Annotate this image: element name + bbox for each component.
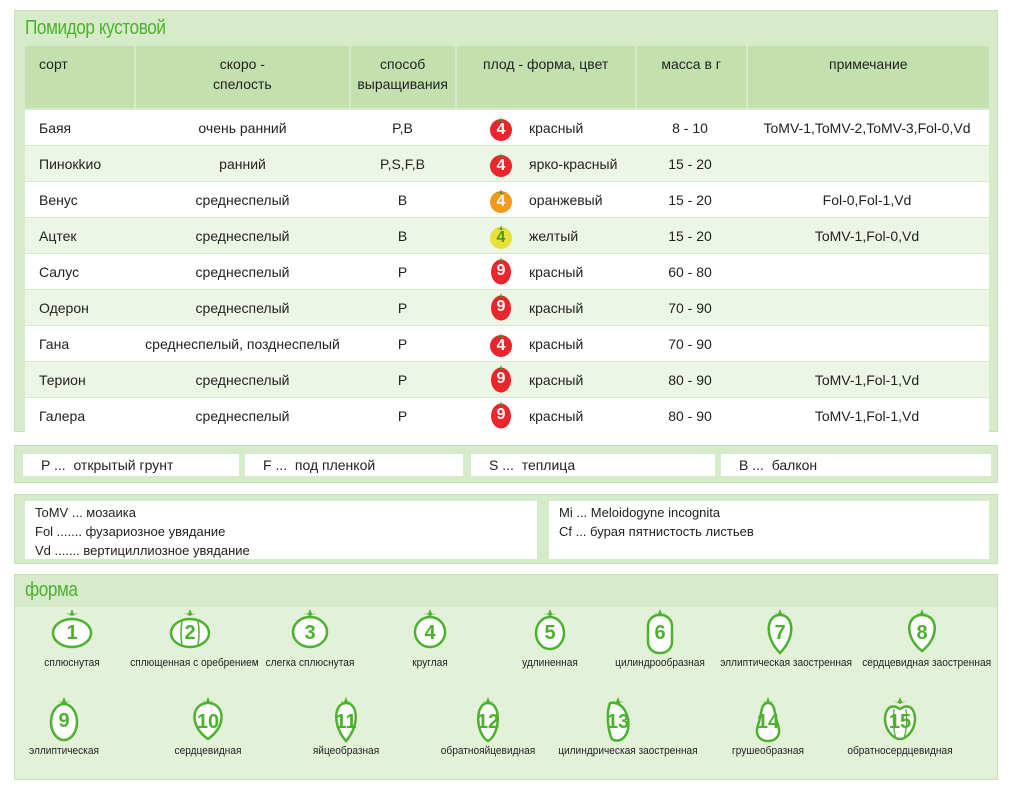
fruit-color: оранжевый: [529, 191, 603, 208]
table-row: [25, 326, 989, 361]
header-speed: скоро - спелость: [136, 46, 349, 108]
shape-item-8: [857, 607, 992, 669]
cell-note: ToMV-1,ToMV-2,ToMV-3,Fol-0,Vd: [763, 119, 971, 136]
cell-speed: среднеспелый: [195, 263, 290, 280]
disease-vd: Vd ....... вертициллиозное увядание: [35, 543, 250, 558]
shape-label: сердцевидная заостренная: [862, 657, 992, 669]
cell-mass: 8 - 10: [672, 119, 708, 136]
cell-fruit: [455, 257, 635, 287]
shape-label: цилиндрообразная: [615, 657, 705, 669]
cell-sort: Ацтек: [39, 227, 77, 244]
tomato-icon: [489, 255, 513, 285]
shape-label: сплющенная с оребрением: [130, 657, 259, 669]
shape-number: 9: [58, 710, 70, 732]
cell-fruit: [455, 116, 635, 140]
tomato-icon: [489, 363, 513, 393]
cell-speed: среднеспелый: [195, 299, 290, 316]
fruit-color: красный: [529, 263, 584, 280]
legend-item-p: P ... открытый грунт: [23, 454, 239, 476]
shape-item-1: [7, 607, 137, 669]
tomato-table-panel: [14, 10, 998, 432]
cell-way: B: [397, 227, 408, 244]
shape-number: 11: [335, 711, 357, 733]
fruit-color: красный: [529, 371, 584, 388]
shape-item-7: [715, 607, 853, 669]
shape-item-10: [143, 695, 273, 757]
cell-sort: Пинокkио: [39, 155, 102, 172]
cell-speed: очень ранний: [198, 119, 287, 136]
growing-method-legend: [14, 445, 998, 483]
shape-number: 15: [888, 711, 912, 733]
disease-tomv: ToMV ... мозаика: [35, 505, 136, 520]
cell-way: B: [397, 191, 408, 208]
tomato-icon: [489, 152, 513, 176]
cell-mass: 15 - 20: [668, 155, 712, 172]
table-row: [25, 362, 989, 397]
cell-way: P,S,F,B: [380, 155, 425, 172]
tomato-icon: [489, 399, 513, 429]
cell-note: ToMV-1,Fol-1,Vd: [814, 407, 920, 424]
fruit-color: ярко-красный: [529, 155, 618, 172]
fruit-color: красный: [529, 407, 584, 424]
cell-mass: 70 - 90: [668, 299, 712, 316]
cell-sort: Баяя: [39, 119, 72, 136]
shape-number: 10: [196, 711, 220, 733]
cell-speed: среднеспелый: [195, 371, 290, 388]
shape-number: 9: [496, 261, 506, 279]
header-mass: масса в г: [637, 46, 746, 108]
shape-label: слегка сплюснутая: [265, 657, 355, 669]
cell-sort: Галера: [39, 407, 86, 424]
table-row: [25, 110, 989, 145]
shape-number: 9: [496, 297, 506, 315]
cell-mass: 15 - 20: [668, 227, 712, 244]
cell-way: P: [397, 371, 408, 388]
cell-mass: 80 - 90: [668, 407, 712, 424]
tomato-icon: [489, 332, 513, 356]
shape-number: 2: [184, 622, 196, 644]
shape-label: яйцеобразная: [312, 745, 380, 757]
shape-number: 5: [544, 622, 556, 644]
table-row: [25, 218, 989, 253]
header-note: примечание: [748, 46, 989, 108]
disease-legend: [14, 494, 998, 564]
cell-mass: 80 - 90: [668, 371, 712, 388]
shape-number: 4: [496, 156, 506, 174]
tomato-icon: [489, 116, 513, 140]
cell-sort: Одерон: [39, 299, 89, 316]
cell-speed: среднеспелый, позднеспелый: [145, 335, 340, 352]
table-row: [25, 290, 989, 325]
cell-fruit: [455, 188, 635, 212]
cell-fruit: [455, 401, 635, 431]
shape-item-2: [125, 607, 259, 669]
shape-number: 9: [496, 369, 506, 387]
cell-way: P: [397, 407, 408, 424]
table-title: Помидор кустовой: [25, 17, 166, 39]
cell-speed: ранний: [219, 155, 266, 172]
legend-item-f: F ... под пленкой: [245, 454, 463, 476]
table-row: [25, 398, 989, 433]
disease-list-left: [25, 501, 537, 559]
shape-label: грушеобразная: [732, 745, 804, 757]
cell-way: P: [397, 299, 408, 316]
shape-item-4: [365, 607, 495, 669]
fruit-color: красный: [529, 299, 584, 316]
shape-number: 4: [496, 228, 506, 246]
cell-sort: Гана: [39, 335, 70, 352]
shape-item-14: [703, 695, 833, 757]
shape-label: эллиптическая: [29, 745, 99, 757]
shape-item-11: [281, 695, 411, 757]
shape-item-9: [0, 695, 129, 757]
shape-item-12: [423, 695, 553, 757]
disease-fol: Fol ....... фузариозное увядание: [35, 524, 226, 539]
shape-label: эллиптическая заостренная: [720, 657, 853, 669]
disease-list-right: [549, 501, 989, 559]
table-header-row: [25, 46, 989, 108]
tomato-icon: [489, 224, 513, 248]
shape-number: 7: [774, 622, 786, 644]
shapes-title: форма: [25, 579, 78, 601]
shape-label: сплюснутая: [44, 657, 100, 669]
table-row: [25, 182, 989, 217]
shape-number: 1: [66, 622, 78, 644]
header-fruit: плод - форма, цвет: [457, 46, 635, 108]
fruit-color: красный: [529, 119, 584, 136]
shape-item-6: [595, 607, 725, 669]
shape-number: 9: [496, 405, 506, 423]
disease-cf: Cf ... бурая пятнистость листьев: [559, 524, 754, 539]
shape-number: 8: [916, 622, 928, 644]
fruit-color: желтый: [529, 227, 579, 244]
cell-fruit: [455, 332, 635, 356]
cell-mass: 60 - 80: [668, 263, 712, 280]
cell-mass: 15 - 20: [668, 191, 712, 208]
cell-way: P: [397, 335, 408, 352]
cell-way: P: [397, 263, 408, 280]
tomato-icon: [489, 188, 513, 212]
shape-number: 12: [476, 711, 500, 733]
table-row: [25, 146, 989, 181]
header-way: способ выращивания: [351, 46, 455, 108]
shape-item-3: [245, 607, 375, 669]
shape-label: круглая: [412, 657, 448, 669]
shape-label: цилиндрическая заостренная: [558, 745, 698, 757]
fruit-shape-panel: [14, 574, 998, 780]
cell-sort: Венус: [39, 191, 78, 208]
legend-item-b: B ... балкон: [721, 454, 991, 476]
shape-number: 3: [304, 622, 316, 644]
cell-fruit: [455, 152, 635, 176]
cell-mass: 70 - 90: [668, 335, 712, 352]
cell-speed: среднеспелый: [195, 227, 290, 244]
cell-sort: Терион: [39, 371, 86, 388]
shape-label: обратносердцевидная: [847, 745, 953, 757]
cell-fruit: [455, 365, 635, 395]
shape-number: 4: [424, 622, 436, 644]
header-sort: сорт: [25, 46, 134, 108]
cell-way: P,B: [392, 119, 413, 136]
shape-number: 4: [496, 336, 506, 354]
cell-fruit: [455, 293, 635, 323]
shape-label: сердцевидная: [174, 745, 242, 757]
shape-number: 4: [496, 120, 506, 138]
disease-mi: Mi ... Meloidogyne incognita: [559, 505, 721, 520]
cell-fruit: [455, 224, 635, 248]
shape-item-13: [553, 695, 698, 757]
shape-number: 6: [654, 622, 666, 644]
shape-number: 14: [756, 711, 780, 733]
cell-speed: среднеспелый: [195, 191, 290, 208]
shape-number: 4: [496, 192, 506, 210]
fruit-color: красный: [529, 335, 584, 352]
table-row: [25, 254, 989, 289]
cell-note: Fol-0,Fol-1,Vd: [822, 191, 912, 208]
cell-note: ToMV-1,Fol-1,Vd: [814, 371, 920, 388]
shape-label: удлиненная: [522, 657, 578, 669]
shape-number: 13: [606, 711, 630, 733]
shape-item-15: [835, 695, 965, 757]
shape-label: обратнояйцевидная: [440, 745, 536, 757]
cell-speed: среднеспелый: [195, 407, 290, 424]
legend-item-s: S ... теплица: [471, 454, 715, 476]
cell-sort: Салус: [39, 263, 80, 280]
tomato-icon: [489, 291, 513, 321]
cell-note: ToMV-1,Fol-0,Vd: [814, 227, 920, 244]
